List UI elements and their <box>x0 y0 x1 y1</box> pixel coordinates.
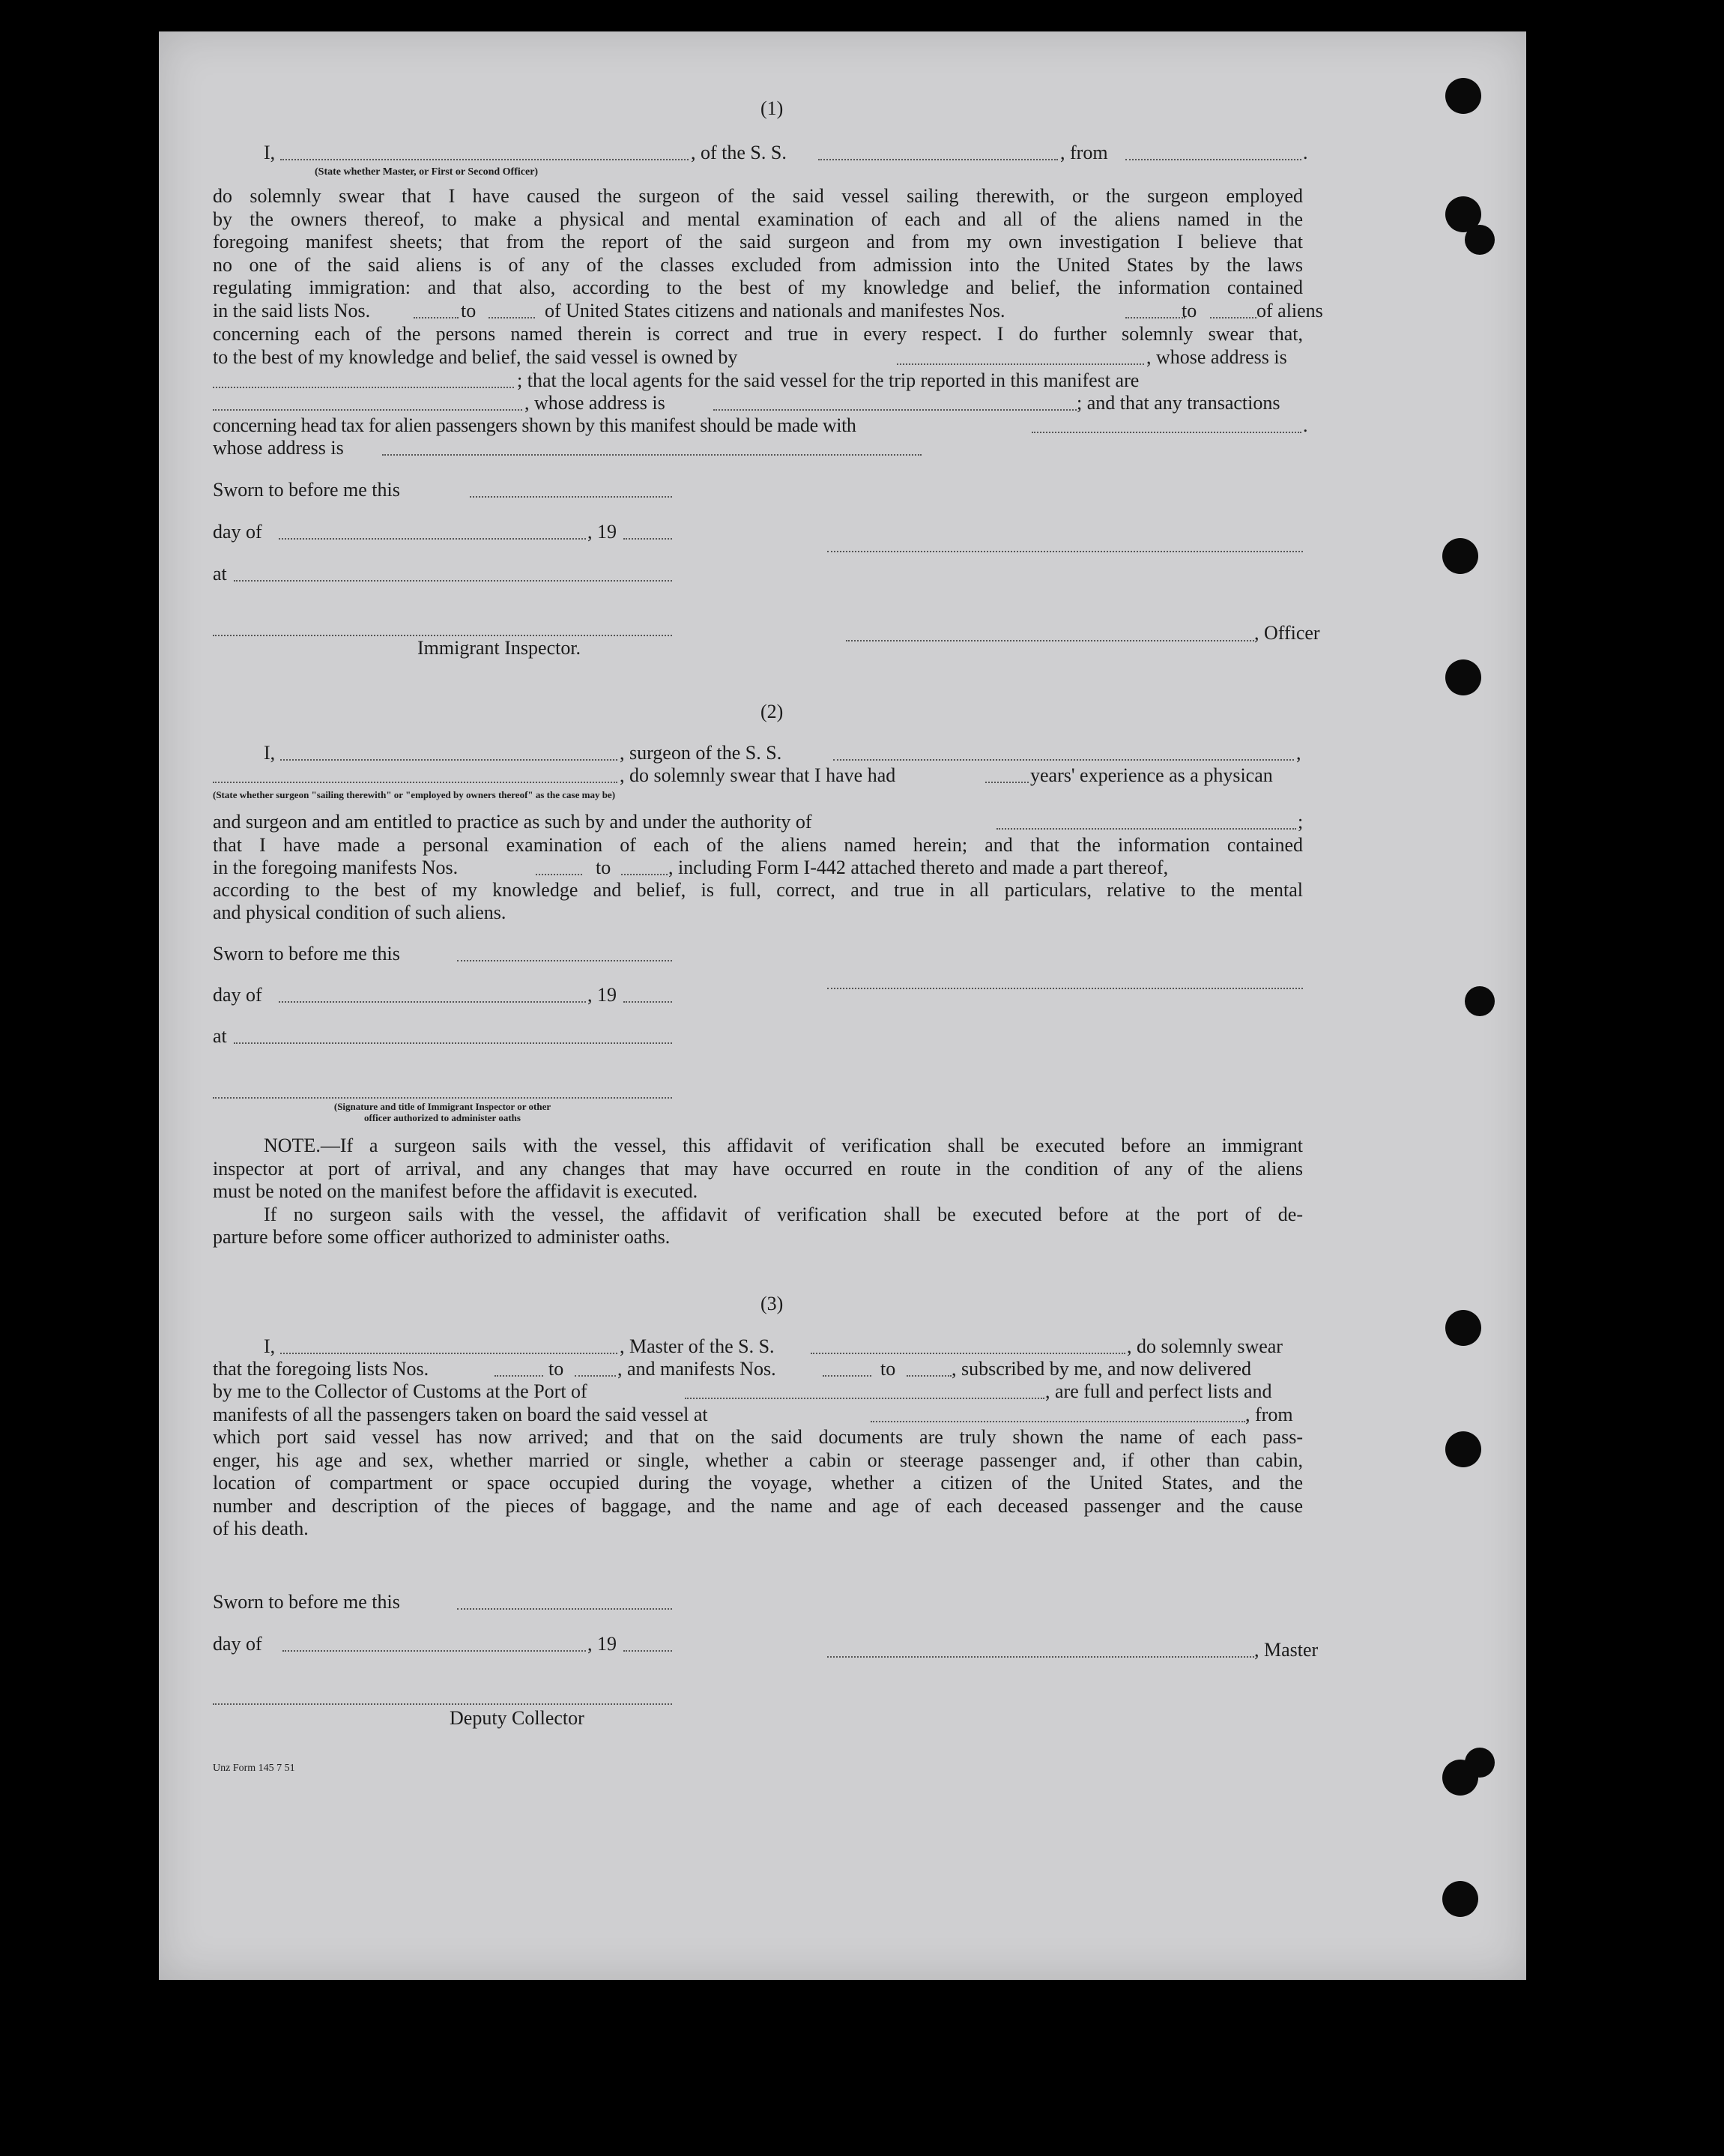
s3-lists-from-field[interactable] <box>494 1375 543 1377</box>
binder-hole <box>1465 225 1495 255</box>
s3-port-label: by me to the Collector of Customs at the Port of <box>213 1380 587 1402</box>
master-name-field[interactable] <box>280 1353 617 1354</box>
s2-day-label: day of <box>213 984 262 1006</box>
s2-month-field[interactable] <box>279 1001 586 1003</box>
s1-from-label: , from <box>1060 142 1108 163</box>
s2-swear-label: , do solemnly swear that I have had <box>620 764 896 786</box>
s2-line-5: and physical condition of such aliens. <box>213 902 506 923</box>
s1-inspector-signature-field[interactable] <box>213 635 672 636</box>
s1-year-label: , 19 <box>587 521 617 543</box>
s2-sig-line-2: officer authorized to administer oaths <box>364 1112 521 1123</box>
s2-manifests-from-field[interactable] <box>536 874 582 875</box>
s3-sworn-date-field[interactable] <box>457 1608 672 1610</box>
s1-at-label: at <box>213 563 227 585</box>
officer-note: (State whether Master, or First or Second Officer) <box>315 166 539 178</box>
owner-address-field[interactable] <box>213 387 514 388</box>
s3-sworn-label: Sworn to before me this <box>213 1591 400 1613</box>
agents-field[interactable] <box>213 409 522 411</box>
note-line-1: NOTE.—If a surgeon sails with the vessel, this affidavit of verification shall be executed before an immigrant <box>264 1135 1303 1156</box>
s2-place-field[interactable] <box>234 1042 672 1044</box>
officer-name-field[interactable] <box>280 159 689 160</box>
s3-taken-label: manifests of all the passengers taken on board the said vessel at <box>213 1404 708 1425</box>
s3-line-8: number and description of the pieces of baggage, and the name and age of each deceased passenger and the cause <box>213 1494 1303 1517</box>
s1-lists-label: in the said lists Nos. <box>213 300 371 321</box>
s2-sig-line-1: (Signature and title of Immigrant Inspector or other <box>333 1101 551 1112</box>
s3-year-field[interactable] <box>623 1650 672 1652</box>
binder-hole <box>1465 986 1495 1016</box>
s1-period: . <box>1303 142 1308 163</box>
binder-hole <box>1442 538 1478 574</box>
s3-swear-label: , do solemnly swear <box>1127 1335 1283 1357</box>
s1-of-ss-label: , of the S. S. <box>691 142 787 163</box>
s1-sworn-label: Sworn to before me this <box>213 479 400 501</box>
s2-line-2: that I have made a personal examination of each of the aliens named herein; and that the information contained <box>213 834 1303 856</box>
s2-signature-field[interactable] <box>213 1097 672 1099</box>
note-line-3: must be noted on the manifest before the affidavit is executed. <box>213 1180 698 1202</box>
s1-manifests-label: of United States citizens and nationals and manifestes Nos. <box>545 300 1005 321</box>
binder-hole <box>1445 1310 1481 1346</box>
binder-hole <box>1445 78 1481 114</box>
s1-line-1: do solemnly swear that I have caused the surgeon of the said vessel sailing therewith, or the surgeon employed <box>213 185 1303 207</box>
s1-agents-label: ; that the local agents for the said vessel for the trip reported in this manifest are <box>517 369 1140 391</box>
s1-manifests-to-field[interactable] <box>1210 317 1256 318</box>
s1-owned-by-label: to the best of my knowledge and belief, the said vessel is owned by <box>213 346 738 368</box>
surgeon-name-field[interactable] <box>280 759 617 761</box>
s2-sworn-date-field[interactable] <box>457 960 672 961</box>
s2-year-field[interactable] <box>623 1001 672 1003</box>
s3-manifests-to-field[interactable] <box>907 1375 952 1377</box>
s1-line-7: concerning each of the persons named therein is correct and true in every respect. I do further solemnly swear that, <box>213 323 1303 345</box>
s1-officer-label: , Officer <box>1254 622 1320 644</box>
s3-to2-label: to <box>880 1358 896 1380</box>
years-experience-field[interactable] <box>985 782 1029 783</box>
s3-line-5: which port said vessel has now arrived; and that on the said documents are truly shown the name of each pass- <box>213 1426 1303 1448</box>
s1-whose-address-label: whose address is <box>213 437 344 459</box>
s1-headtax-label: concerning head tax for alien passengers shown by this manifest should be made with <box>213 414 856 436</box>
s1-place-field[interactable] <box>234 580 672 582</box>
s1-lists-from-field[interactable] <box>414 317 459 318</box>
s1-manifests-from-field[interactable] <box>1125 317 1185 318</box>
s1-to-label: to <box>461 300 477 321</box>
departure-port-field[interactable] <box>1125 159 1301 160</box>
s3-from-label: , from <box>1245 1404 1293 1425</box>
surgeon-note: (State whether surgeon "sailing therewith" or "employed by owners thereof" as the case may be) <box>213 789 616 800</box>
binder-hole <box>1445 1431 1481 1467</box>
s3-subscribed-label: , subscribed by me, and now delivered <box>952 1358 1252 1380</box>
agents-address-field[interactable] <box>713 409 1077 411</box>
s3-master-sig-label: , Master <box>1254 1639 1319 1661</box>
s2-experience-label: years' experience as a physican <box>1030 764 1273 786</box>
s3-line-9: of his death. <box>213 1518 309 1539</box>
s3-master-label: , Master of the S. S. <box>620 1335 775 1357</box>
s3-line-7: location of compartment or space occupied during the voyage, whether a citizen of the United States, and the <box>213 1472 1303 1494</box>
s3-collector-signature-field[interactable] <box>213 1703 672 1705</box>
note-paragraph <box>213 1135 1303 1249</box>
section-2-heading: (2) <box>760 701 784 722</box>
s1-i-label: I, <box>264 142 276 163</box>
s2-surgeon-label: , surgeon of the S. S. <box>620 742 782 764</box>
binder-hole <box>1465 1748 1495 1778</box>
s1-year-field[interactable] <box>623 538 672 540</box>
form-sheet <box>159 31 1526 1980</box>
vessel-name-field[interactable] <box>818 159 1058 160</box>
s1-officer-signature-field[interactable] <box>846 640 1254 641</box>
authority-field[interactable] <box>996 828 1296 830</box>
form-id: Unz Form 145 7 51 <box>213 1763 295 1774</box>
s2-semicolon: ; <box>1298 811 1304 833</box>
s2-year-label: , 19 <box>587 984 617 1006</box>
s2-manifests-label: in the foregoing manifests Nos. <box>213 857 459 878</box>
note-line-2: inspector at port of arrival, and any changes that may have occurred en route in the condition of any of the aliens <box>213 1157 1303 1180</box>
s1-period-2: . <box>1303 414 1308 436</box>
s3-embark-port-field[interactable] <box>871 1421 1245 1422</box>
s3-paragraph <box>213 1426 1303 1541</box>
s3-year-label: , 19 <box>587 1633 617 1655</box>
s2-signature-caption <box>213 1101 672 1123</box>
s3-vessel-field[interactable] <box>811 1353 1125 1354</box>
s3-perfect-label: , are full and perfect lists and <box>1045 1380 1272 1402</box>
s1-officer-title-line[interactable] <box>827 551 1303 552</box>
note-line-4: If no surgeon sails with the vessel, the affidavit of verification shall be executed before at the port of de- <box>264 1203 1303 1225</box>
s1-line-4: no one of the said aliens is of any of the classes excluded from admission into the United States by the laws <box>213 253 1303 276</box>
s1-line-2: by the owners thereof, to make a physical and mental examination of each and all of the aliens named in the <box>213 208 1303 230</box>
s3-to-label: to <box>548 1358 564 1380</box>
s2-vessel-field[interactable] <box>833 759 1294 761</box>
s1-lists-to-field[interactable] <box>489 317 535 318</box>
s3-i-label: I, <box>264 1335 276 1357</box>
s1-month-field[interactable] <box>279 538 586 540</box>
s1-inspector-label: Immigrant Inspector. <box>417 637 581 659</box>
s1-agents-address-label: , whose address is <box>524 392 665 414</box>
s1-owner-address-label: , whose address is <box>1146 346 1287 368</box>
headtax-contact-field[interactable] <box>1032 432 1301 433</box>
s3-manifests-from-field[interactable] <box>823 1375 871 1377</box>
s1-line-3: foregoing manifest sheets; that from the report of the said surgeon and from my own investigation I believe that <box>213 231 1303 253</box>
s2-comma: , <box>1296 742 1301 764</box>
s3-lists-label: that the foregoing lists Nos. <box>213 1358 429 1380</box>
s2-sworn-label: Sworn to before me this <box>213 943 400 964</box>
surgeon-status-field[interactable] <box>213 782 617 783</box>
s3-month-field[interactable] <box>282 1650 586 1652</box>
s3-line-6: enger, his age and sex, whether married or single, whether a cabin or steerage passenger and, if other than cabin, <box>213 1449 1303 1471</box>
s2-form-label: , including Form I-442 attached thereto and made a part thereof, <box>668 857 1169 878</box>
s3-lists-to-field[interactable] <box>575 1375 616 1377</box>
s1-to2-label: to <box>1182 300 1197 321</box>
section-3-heading: (3) <box>760 1293 784 1314</box>
s3-master-signature-field[interactable] <box>827 1656 1254 1658</box>
s3-manifests-label: , and manifests Nos. <box>617 1358 776 1380</box>
s1-day-label: day of <box>213 521 262 543</box>
s1-oath-paragraph <box>213 185 1303 300</box>
s2-manifests-to-field[interactable] <box>621 874 668 875</box>
s1-line-5: regulating immigration: and that also, according to the best of my knowledge and belief, the information contained <box>213 277 1303 298</box>
s1-aliens-label: of aliens <box>1256 300 1323 321</box>
s3-collector-label: Deputy Collector <box>450 1707 584 1729</box>
s2-i-label: I, <box>264 742 276 764</box>
binder-hole <box>1442 1881 1478 1917</box>
section-1-heading: (1) <box>760 97 784 119</box>
s3-port-field[interactable] <box>685 1398 1044 1399</box>
s1-transactions-label: ; and that any transactions <box>1077 392 1280 414</box>
s2-at-label: at <box>213 1025 227 1047</box>
s3-day-label: day of <box>213 1633 262 1655</box>
s2-authority-label: and surgeon and am entitled to practice as such by and under the authority of <box>213 811 812 833</box>
owner-field[interactable] <box>897 363 1144 365</box>
s2-line-4: according to the best of my knowledge and belief, is full, correct, and true in all particulars, relative to the mental <box>213 879 1303 901</box>
headtax-address-field[interactable] <box>382 454 922 456</box>
s2-to-label: to <box>596 857 611 878</box>
binder-hole <box>1445 659 1481 695</box>
s1-sworn-date-field[interactable] <box>470 496 672 498</box>
s2-surgeon-signature-field[interactable] <box>827 988 1303 989</box>
note-line-5: parture before some officer authorized to administer oaths. <box>213 1226 671 1248</box>
